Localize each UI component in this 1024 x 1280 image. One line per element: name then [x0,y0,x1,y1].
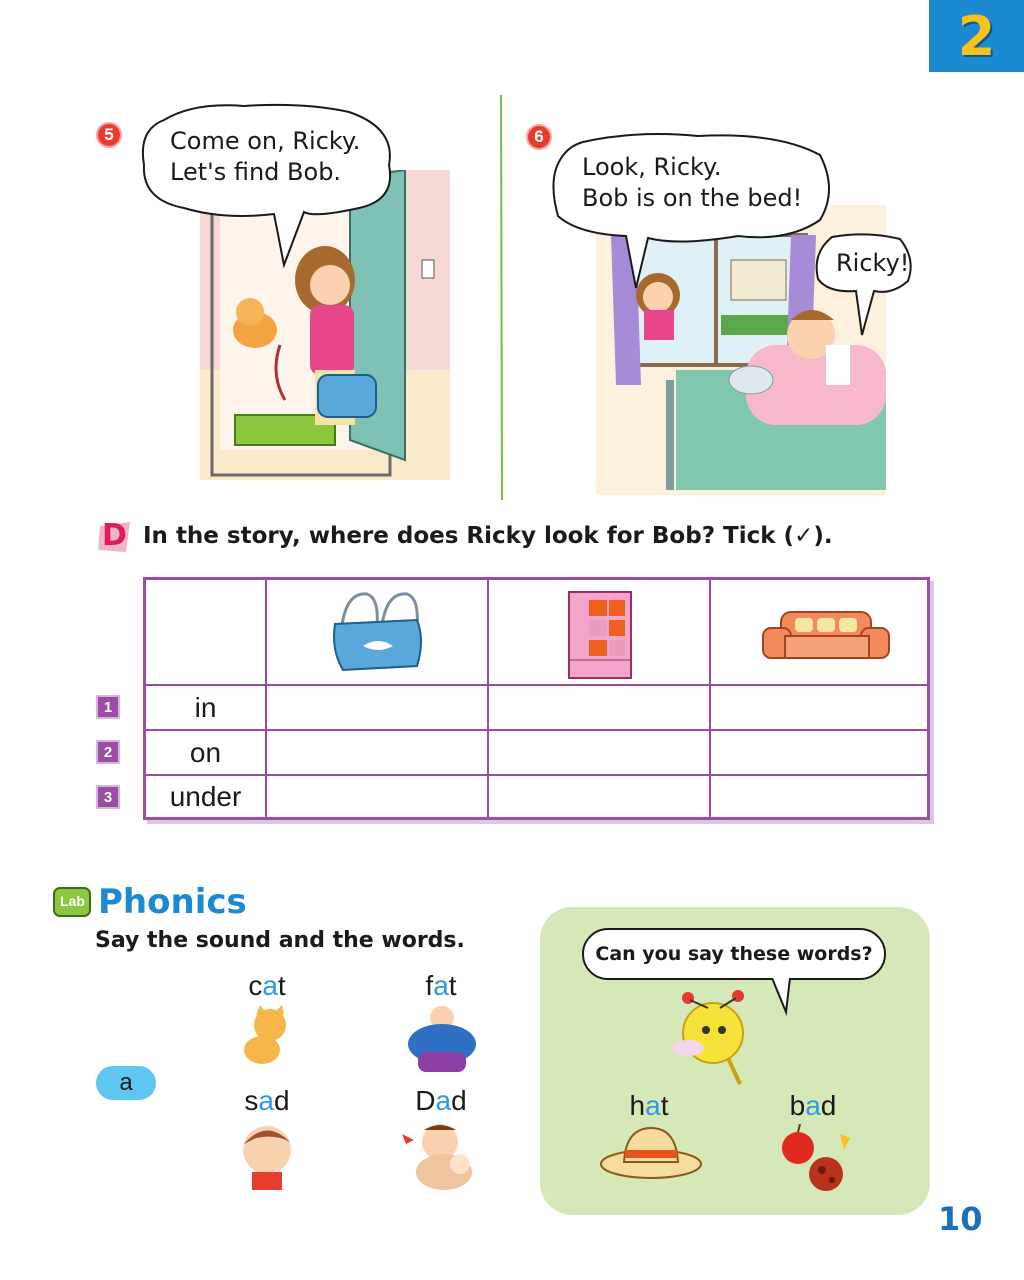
sofa-icon [711,580,927,686]
word-hat: hat [629,1090,669,1121]
bee-mascot-icon [668,988,768,1093]
unit-number-tab: 2 [929,0,1024,72]
row-number-1: 1 [96,695,120,719]
speech-bubble-panel-5 [134,100,400,268]
speech-text-panel-5: Come on, Ricky. Let's find Bob. [170,127,361,186]
sound-letter-pill: a [96,1066,156,1100]
page-number: 10 [938,1200,983,1238]
hat-icon [598,1122,704,1187]
tick-cell-on-cabinet[interactable] [489,731,711,776]
word-bad: bad [789,1090,837,1121]
fat-man-icon [398,1004,486,1079]
speech-bubble-ricky [812,233,916,338]
row-label-in: in [146,686,267,731]
word-cat: cat [248,970,286,1001]
panel-divider [500,95,503,500]
tick-cell-under-cabinet[interactable] [489,776,711,817]
question-text: In the story, where does Ricky look for Bob? Tick (✓). [143,523,833,549]
bag-icon [267,580,489,686]
sad-boy-icon [236,1120,298,1197]
tick-cell-under-bag[interactable] [267,776,489,817]
phonics-instruction: Say the sound and the words. [95,928,465,953]
tick-table [143,577,930,820]
tick-cell-in-cabinet[interactable] [489,686,711,731]
table-header-empty [146,580,267,686]
question-letter: D [102,518,127,553]
bubble-tail [768,978,798,1023]
row-label-on: on [146,731,267,776]
row-number-3: 3 [96,785,120,809]
cat-icon [232,1005,302,1072]
phonics-title: Phonics [98,882,247,922]
table-header-bag [267,580,489,686]
tick-cell-on-sofa[interactable] [711,731,927,776]
tick-cell-on-bag[interactable] [267,731,489,776]
word-dad: Dad [415,1085,467,1116]
tick-cell-under-sofa[interactable] [711,776,927,817]
row-label-under: under [146,776,267,817]
lab-badge [52,884,94,920]
word-fat: fat [425,970,457,1001]
row-number-2: 2 [96,740,120,764]
bad-apple-icon [778,1124,858,1201]
speech-bubble-panel-6 [548,130,838,290]
panel-number-6: 6 [526,124,552,150]
speech-text-panel-6: Look, Ricky. Bob is on the bed! [582,153,803,212]
dad-icon [400,1120,480,1197]
panel-number-5: 5 [96,122,122,148]
lab-label: Lab [60,893,85,909]
cabinet-icon [489,580,711,686]
tick-cell-in-sofa[interactable] [711,686,927,731]
table-header-cabinet [489,580,711,686]
table-header-sofa [711,580,927,686]
speech-text-ricky: Ricky! [836,249,910,277]
word-sad: sad [244,1085,290,1116]
challenge-prompt: Can you say these words? [582,928,886,980]
tick-cell-in-bag[interactable] [267,686,489,731]
